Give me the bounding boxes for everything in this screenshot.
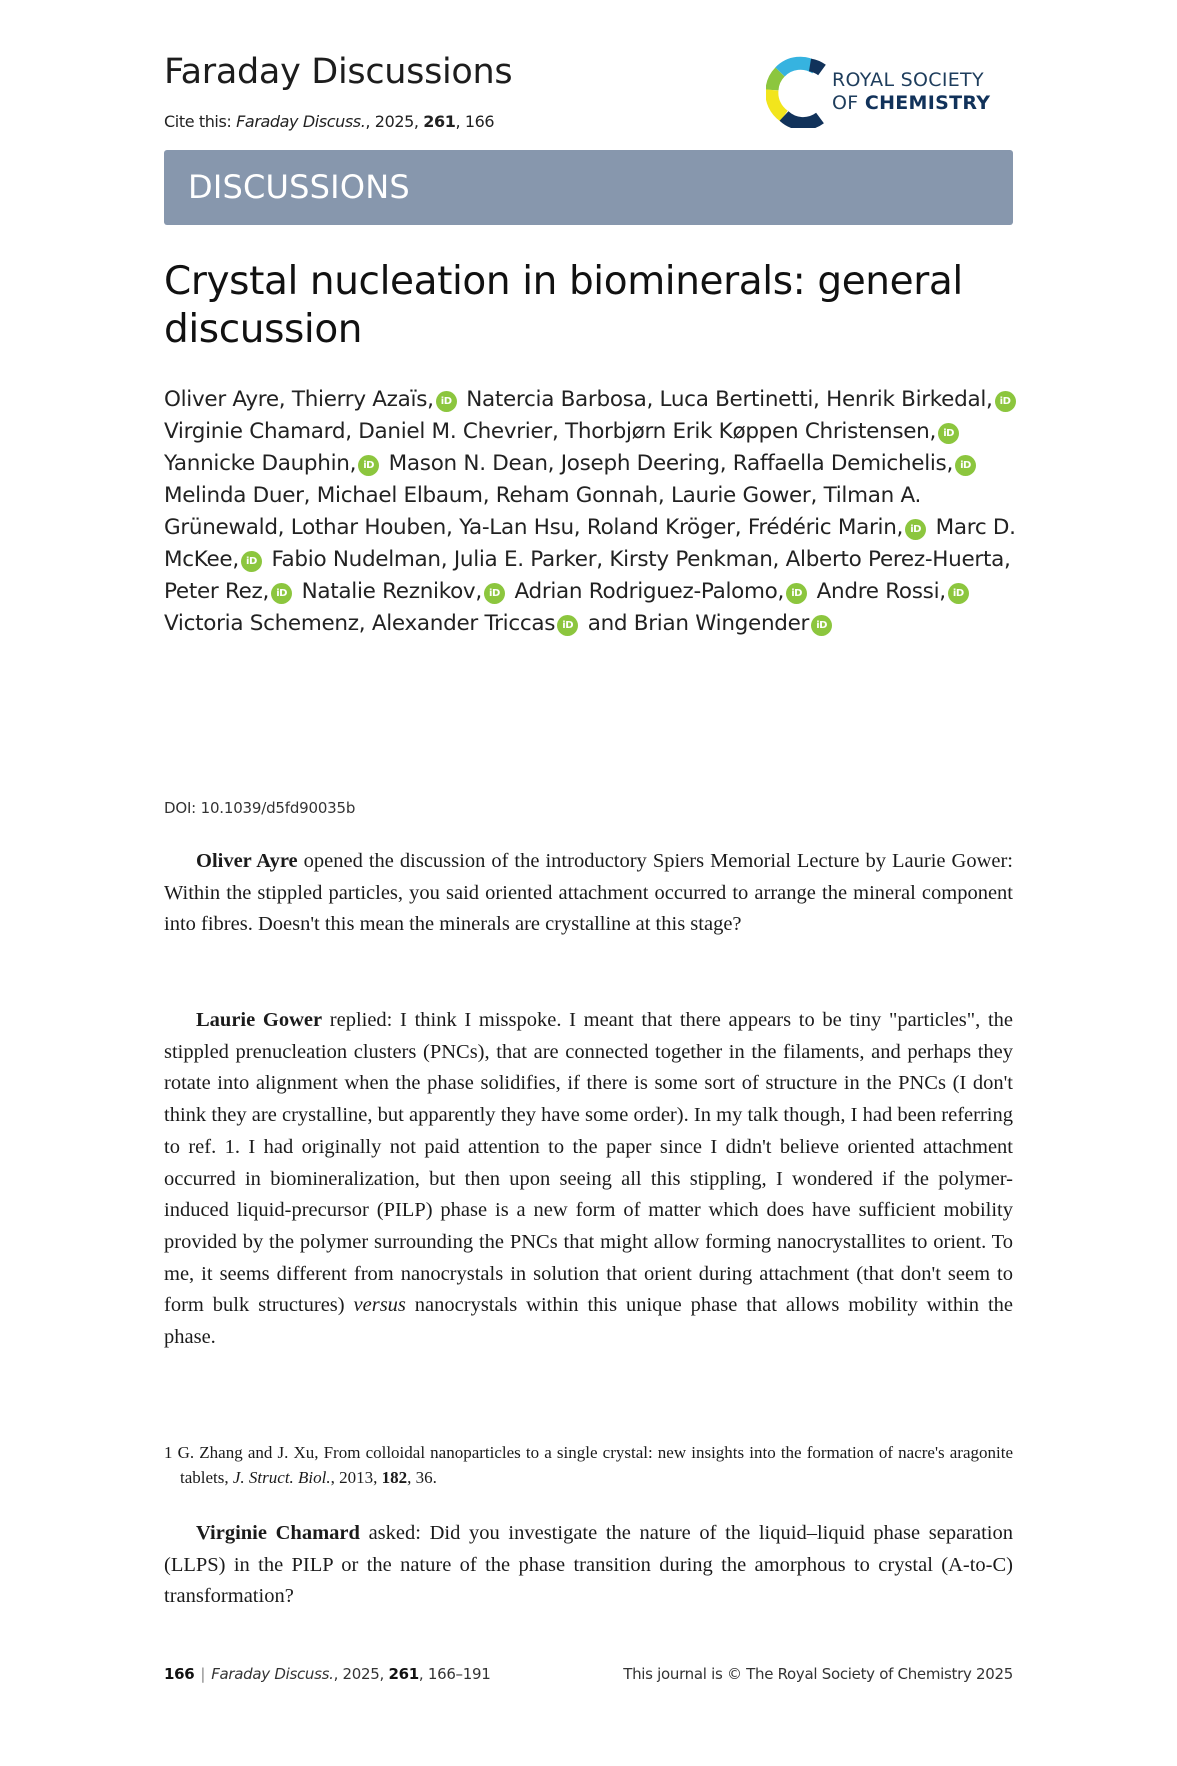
author-name: Julia E. Parker [453,547,597,572]
author-name: Ya-Lan Hsu [459,515,574,540]
author-name: Lothar Houben [290,515,446,540]
footnote-volume: 182 [381,1468,408,1487]
doi-link[interactable]: DOI: 10.1039/d5fd90035b [164,799,356,817]
author-name: Fabio Nudelman [271,547,441,572]
discussion-paragraph [164,846,1013,941]
author-name: Daniel M. Chevrier [358,419,552,444]
cite-year: , 2025, [365,112,424,131]
author-list: Oliver Ayre, Thierry Azaïs, iD Natercia Barbosa, Luca Bertinetti, Henrik Birkedal, iD Virginie Chamard, Daniel M. Chevrier, Thorbjørn Erik Køppen Christensen, iD Yannicke Dauphin, iD Mason N. Dean, Joseph Deering, Raffaella Demichelis, iD Melinda Duer, Michael Elbaum, Reham Gonnah, Laurie Gower, Tilman A. Grünewald, Lothar Houben, Ya-Lan Hsu, Roland Kröger, Frédéric Marin, iD Marc D. McKee, iD Fabio Nudelman, Julia E. Parker, Kirsty Penkman, Alberto Perez-Huerta, Peter Rez, iD Natalie Reznikov, iD Adrian Rodriguez-Palomo, iD Andre Rossi, iD Victoria Schemenz, Alexander Triccas iD and Brian Wingender iD [164,387,1016,636]
orcid-icon[interactable]: iD [271,583,292,604]
orcid-icon[interactable]: iD [557,615,578,636]
copyright-notice: This journal is © The Royal Society of Chemistry 2025 [623,1665,1013,1683]
discussion-paragraph [164,1518,1013,1613]
author-name: Alexander Triccas [371,611,556,636]
footer-pages: , 166–191 [418,1665,491,1683]
footnote-journal: J. Struct. Biol. [232,1468,331,1487]
orcid-icon[interactable]: iD [786,583,807,604]
orcid-icon[interactable]: iD [955,455,976,476]
section-banner [164,150,1013,225]
author-name: Peter Rez [164,579,263,604]
author-name: Tilman A. Grünewald [164,483,922,540]
author-name: Roland Kröger [586,515,735,540]
orcid-icon[interactable]: iD [948,583,969,604]
section-label: DISCUSSIONS [188,168,410,206]
cite-label: Cite this: [164,112,232,131]
author-name: Henrik Birkedal [826,387,986,412]
logo-line-1: ROYAL SOCIETY [832,69,984,91]
author-name: Victoria Schemenz [164,611,359,636]
rsc-c-logo-icon [766,56,828,128]
author-name: Thierry Azaïs [291,387,428,412]
author-name: Joseph Deering [560,451,720,476]
paragraph-text: nanocrystals within this unique phase that allows mobility within the phase. [164,1294,1013,1349]
author-name: Thorbjørn Erik Køppen Christensen [565,419,930,444]
author-name: Reham Gonnah [495,483,658,508]
author-name: Frédéric Marin [747,515,897,540]
emphasis-text: versus [353,1294,406,1317]
author-name: Raffaella Demichelis [732,451,947,476]
paragraph-text: asked: Did you investigate the nature of the liquid–liquid phase separation (LLPS) in the PILP or the nature of the phase transition during the amorphous to crystal (A-to-C) transformation? [164,1522,1014,1608]
paragraph-text: opened the discussion of the introductory Spiers Memorial Lecture by Laurie Gower: Within the stippled particles, you said oriented attachment occurred to arrange the mineral component into fibres. Doesn't this mean the minerals are crystalline at this stage? [164,850,1013,936]
cite-journal: Faraday Discuss. [236,112,366,131]
author-name: Andre Rossi [816,579,940,604]
article-title: Crystal nucleation in biominerals: general discussion [164,259,963,352]
author-name: Brian Wingender [633,611,810,636]
orcid-icon[interactable]: iD [995,391,1016,412]
author-name: Melinda Duer [164,483,304,508]
orcid-icon[interactable]: iD [241,551,262,572]
author-name: Marc D. McKee [164,515,1016,572]
discussion-paragraph [164,1005,1013,1354]
orcid-icon[interactable]: iD [905,519,926,540]
logo-line-2: OF CHEMISTRY [832,92,991,114]
speaker-name: Oliver Ayre [196,850,298,872]
author-name: Alberto Perez-Huerta [785,547,1004,572]
orcid-icon[interactable]: iD [938,423,959,444]
footer-volume: 261 [388,1665,419,1683]
orcid-icon[interactable]: iD [436,391,457,412]
author-name: Natalie Reznikov [301,579,476,604]
publisher-logo[interactable] [766,56,1016,128]
author-name: Yannicke Dauphin [164,451,350,476]
speaker-name: Laurie Gower [196,1009,323,1031]
footnote-authors: G. Zhang and J. Xu, From colloidal nanoparticles to a single crystal: new insights into the formation of nacre's aragonite tablets, [172,1443,1013,1487]
page-number: 166 [164,1665,195,1683]
author-name: Mason N. Dean [388,451,548,476]
footer-journal: Faraday Discuss. [211,1665,334,1683]
author-name: Michael Elbaum [316,483,483,508]
author-name: Oliver Ayre [164,387,279,412]
footnote-reference: 1 G. Zhang and J. Xu, From colloidal nanoparticles to a single crystal: new insights into the formation of nacre's aragonite tablets, J. Struct. Biol., 2013, 182, 36. [164,1443,1013,1487]
journal-title: Faraday Discussions [164,52,513,92]
orcid-icon[interactable]: iD [358,455,379,476]
citation-line [164,112,494,131]
cite-page: , 166 [455,112,495,131]
orcid-icon[interactable]: iD [811,615,832,636]
author-name: Natercia Barbosa [466,387,647,412]
speaker-name: Virginie Chamard [196,1522,360,1544]
author-name: Luca Bertinetti [659,387,814,412]
author-name: Laurie Gower [670,483,811,508]
orcid-icon[interactable]: iD [484,583,505,604]
footnote-number: 1 [164,1443,173,1462]
footer-separator: | [200,1665,206,1683]
paragraph-text: replied: I think I misspoke. I meant that there appears to be tiny "particles", the stippled prenucleation clusters (PNCs), that are connected together in the filaments, and perhaps they rotate into alignment when the phase solidifies, if there is some sort of structure in the PNCs (I don't think they are crystalline, but apparently they have some order). In my talk though, I had been referring to ref. 1. I had originally not paid attention to the paper since I didn't believe oriented attachment occurred in biomineralization, but then upon seeing all this stippling, I wondered if the polymer-induced liquid-precursor (PILP) phase is a new form of matter which does have sufficient mobility provided by the polymer surrounding the PNCs that might allow forming nanocrystallites to orient. To me, it seems different from nanocrystals in solution that orient during attachment (that don't seem to form bulk structures) [164,1009,1013,1317]
author-name: Adrian Rodriguez-Palomo [514,579,778,604]
cite-volume: 261 [423,112,456,131]
author-name: Kirsty Penkman [609,547,773,572]
author-name: Virginie Chamard [164,419,346,444]
